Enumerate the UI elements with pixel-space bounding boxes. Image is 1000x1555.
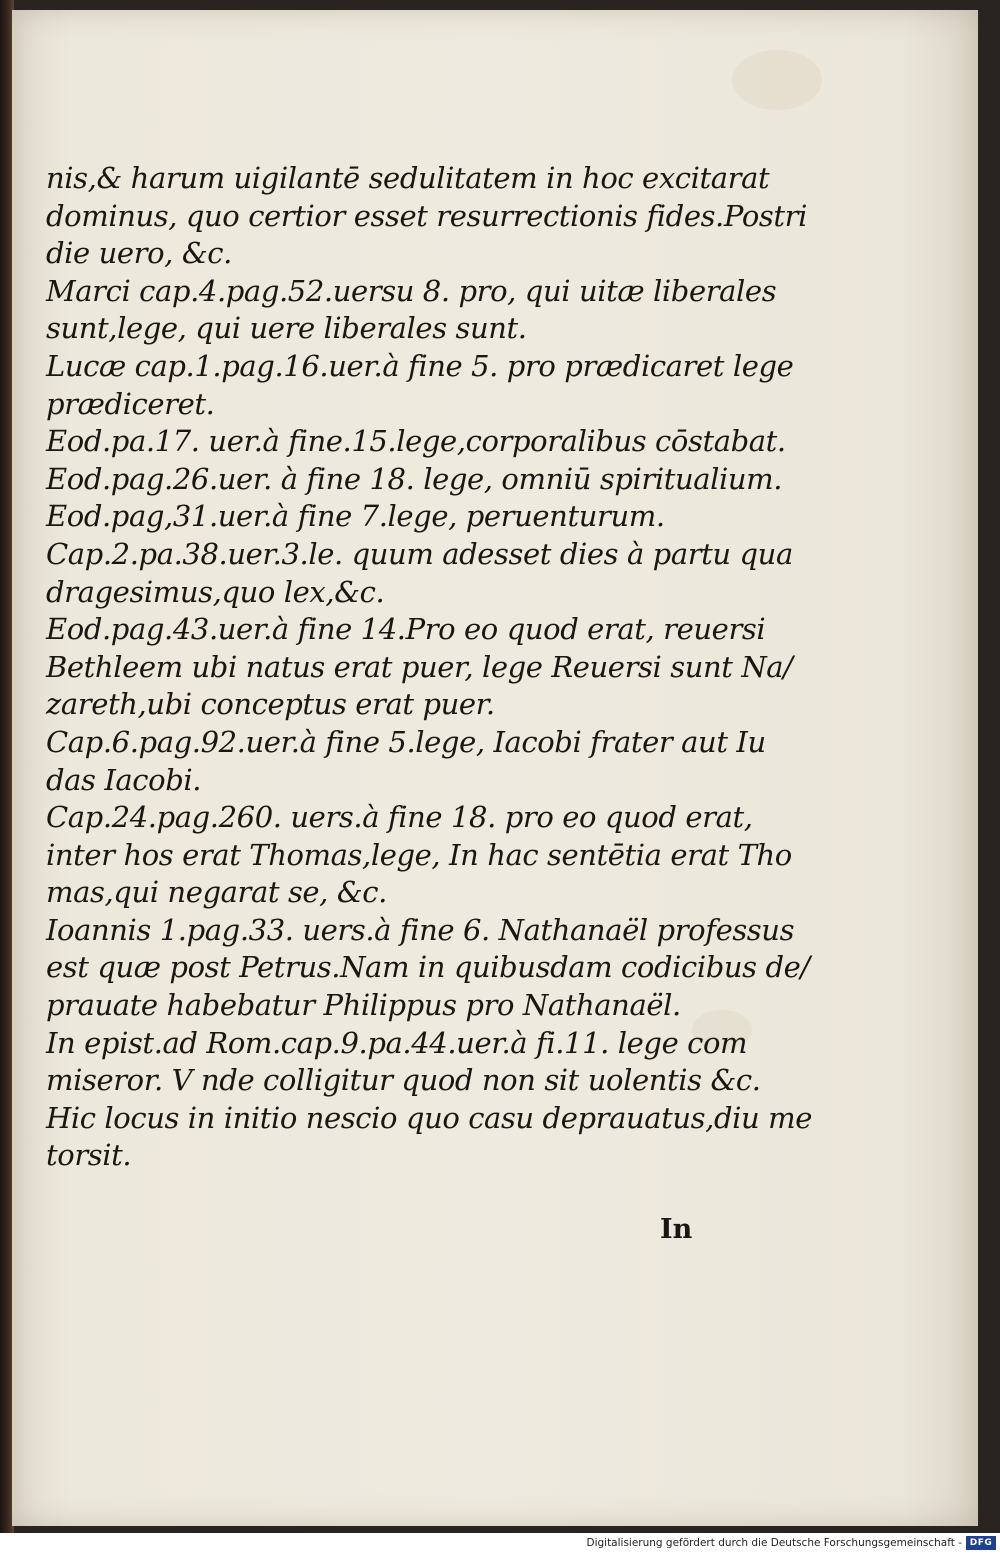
text-line: Eod.pag,31.uer.à fine 7.lege, peruenturum.	[46, 499, 665, 534]
text-line: dragesimus,quo lex,&c.	[46, 574, 385, 609]
text-line: Eod.pag.43.uer.à fine 14.Pro eo quod erat, reuersi	[46, 612, 766, 647]
text-line: Lucæ cap.1.pag.16.uer.à fine 5. pro prædicaret lege	[46, 348, 794, 383]
text-line: Hic locus in initio nescio quo casu deprauatus,diu me	[46, 1100, 812, 1135]
text-line: torsit.	[46, 1138, 132, 1173]
funding-credit: Digitalisierung gefördert durch die Deutsche Forschungsgemeinschaft -	[586, 1537, 962, 1549]
text-line: In epist.ad Rom.cap.9.pa.44.uer.à fi.11. lege com	[46, 1025, 748, 1060]
text-line: Eod.pag.26.uer. à fine 18. lege, omniū spiritualium.	[46, 461, 783, 496]
text-line: mas,qui negarat se, &c.	[46, 875, 387, 910]
text-line: sunt,lege, qui uere liberales sunt.	[46, 311, 527, 346]
text-line: zareth,ubi conceptus erat puer.	[46, 687, 495, 722]
text-line: dominus, quo certior esset resurrectionis fides.Postri	[46, 198, 807, 233]
footer-bar	[0, 1533, 1000, 1555]
text-line: Cap.24.pag.260. uers.à fine 18. pro eo quod erat,	[46, 800, 753, 835]
text-line: Cap.6.pag.92.uer.à fine 5.lege, Iacobi frater aut Iu	[46, 724, 766, 759]
text-line: Bethleem ubi natus erat puer, lege Reuersi sunt Na/	[46, 649, 793, 684]
text-line: miseror. V nde colligitur quod non sit uolentis &c.	[46, 1063, 761, 1098]
page-text	[46, 160, 812, 1175]
text-line: prædiceret.	[46, 386, 215, 421]
text-line: Cap.2.pa.38.uer.3.le. quum adesset dies à partu qua	[46, 536, 793, 571]
text-line: Marci cap.4.pag.52.uersu 8. pro, qui uitæ liberales	[46, 273, 777, 308]
text-line: inter hos erat Thomas,lege, In hac sentētia erat Tho	[46, 837, 792, 872]
text-line: prauate habebatur Philippus pro Nathanaël.	[46, 988, 681, 1023]
paper-stain	[732, 50, 822, 110]
text-line: die uero, &c.	[46, 236, 232, 271]
text-line: nis,& harum uigilantē sedulitatem in hoc excitarat	[46, 161, 770, 195]
text-line: Ioannis 1.pag.33. uers.à fine 6. Nathanaël professus	[46, 912, 795, 947]
text-line: das Iacobi.	[46, 762, 202, 797]
text-line: est quæ post Petrus.Nam in quibusdam codicibus de/	[46, 950, 810, 985]
dfg-logo: DFG	[966, 1536, 996, 1550]
text-line: Eod.pa.17. uer.à fine.15.lege,corporalibus cōstabat.	[46, 424, 786, 459]
catchword: In	[660, 1214, 693, 1245]
